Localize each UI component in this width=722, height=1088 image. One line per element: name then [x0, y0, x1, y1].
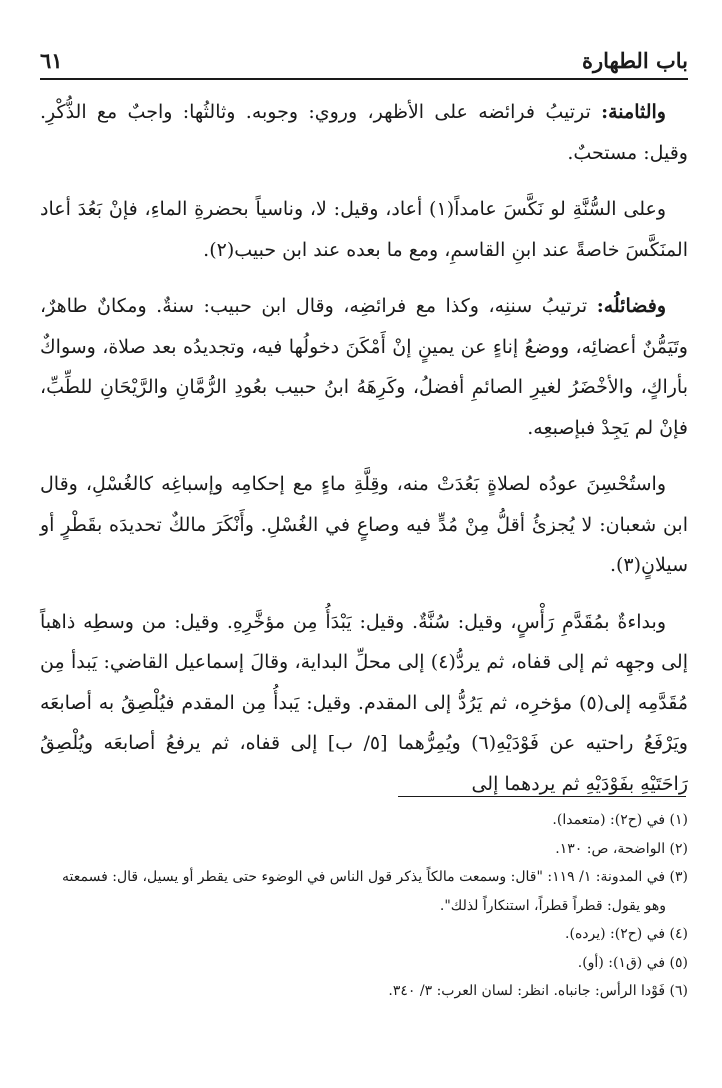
- paragraph-text: وعلى السُّنَّةِ لو نَكَّسَ عامداً(١) أعاد، وقيل: لا، وناسياً بحضرةِ الماءِ، فإنْ بَعُدَ أعاد المنَكَّسَ خاصةً عند ابنِ القاسمِ، ومع ما بعده عند ابن حبيب(٢).: [40, 198, 688, 261]
- footnote: (٤) في (ح٢): (يرده).: [565, 926, 688, 942]
- footnote: (١) في (ح٢): (متعمدا).: [552, 812, 688, 828]
- paragraph-text: ترتيبُ فرائضه على الأظهر، وروي: وجوبه. وثالثُها: واجبٌ مع الذُّكْرِ. وقيل: مستحبٌ.: [40, 101, 688, 164]
- paragraph: [40, 92, 688, 173]
- paragraph: [40, 286, 688, 448]
- footnote: (٦) فَوْدا الرأس: جانباه. انظر: لسان العرب: ٣/ ٣٤٠.: [388, 983, 688, 999]
- paragraph: [40, 464, 688, 586]
- main-text: [40, 92, 688, 820]
- footnotes: [40, 806, 688, 1006]
- paragraph: [40, 602, 688, 805]
- chapter-title: باب الطهارة: [581, 47, 688, 73]
- page-header: [40, 42, 688, 80]
- paragraph-text: وبداءةٌ بمُقَدَّمِ رَأْسٍ، وقيل: سُنَّةٌ. وقيل: يَبْدَأُ مِن مؤخَّرِهِ. وقيل: من وسطِه ذاهباً إلى وجهِه ثم إلى قفاه، ثم يردُّ(٤) إلى محلِّ البداية، وقالَ إسماعيل القاضي: يَبدأ مِن مُقَدَّمِه إلى(٥) مؤخرِه، ثم يَرُدُّ إلى المقدم. وقيل: يَبدأُ مِن المقدم فيُلْصِقُ به أصابعَه ويَرْفَعُ راحتيه عن فَوْدَيْهِ(٦) ويُمِرُّهما [٥/ ب] إلى قفاه، ثم يرفعُ أصابعَه ويُلْصِقُ رَاحَتَيْهِ بفَوْدَيْهِ ثم يردهما إلى: [40, 610, 689, 795]
- footnote-continuation: وهو يقول: قطراً قطراً، استنكاراً لذلك".: [439, 897, 666, 914]
- paragraph-lead: وفضائلُه:: [596, 295, 666, 317]
- paragraph: [40, 189, 688, 270]
- paragraph-text: ترتيبُ سننِه، وكذا مع فرائضِه، وقال ابن حبيب: سنةٌ. ومكانٌ طاهرٌ، وتَيَمُّنٌ أعضائِه، ووضعُ إناءٍ عن يمينٍ إنْ أَمْكَنَ دخولُها فيه، وتجديدُه بعد صلاة، وسواكٌ بأراكٍ، والأخْضَرُ لغيرِ الصائمِ أفضلُ، وكَرِهَهُ ابنُ حبيب بعُودِ الرُّمَّانِ والرَّيْحَانِ للطِّبِّ، فإنْ لم يَجِدْ فبإصبعِه.: [40, 295, 688, 439]
- footnote: (٥) في (ق١): (أو).: [577, 954, 688, 971]
- page-number: ٦١: [40, 47, 63, 73]
- paragraph-lead: والثامنة:: [601, 101, 666, 123]
- footnote: (٣) في المدونة: ١/ ١١٩: "قال: وسمعت مالكاً يذكر قول الناس في الوضوء حتى يقطر أو يسيل، قال: فسمعته: [62, 869, 688, 885]
- paragraph-text: واستُحْسِنَ عودُه لصلاةٍ بَعُدَتْ منه، وقِلَّةِ ماءٍ مع إحكامِه وإسباغِه كالغُسْلِ، وقال ابن شعبان: لا يُجزئُ أقلُّ مِنْ مُدٍّ فيه وصاعٍ في الغُسْلِ. وأَنْكَرَ مالكٌ تحديدَه بقَطْرٍ أو سيلانٍ(٣).: [40, 473, 688, 576]
- footnote: (٢) الواضحة، ص: ١٣٠.: [555, 840, 688, 857]
- footnote-separator: [398, 796, 686, 797]
